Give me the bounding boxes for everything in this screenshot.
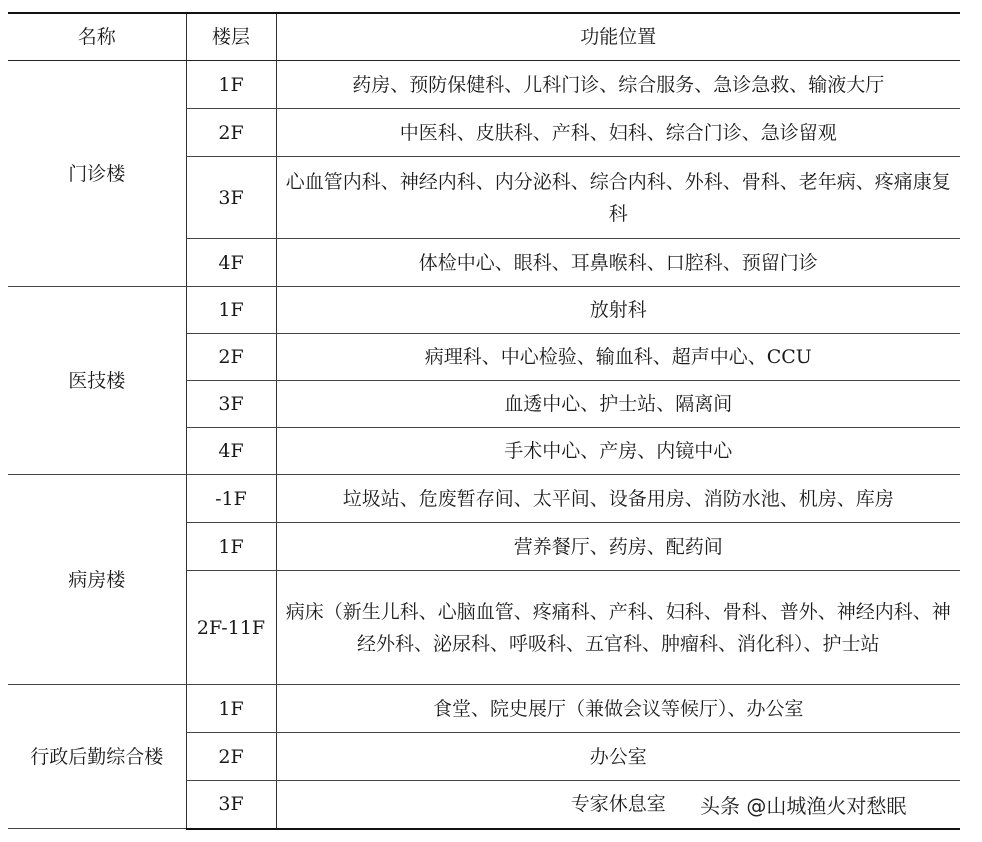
function-cell: 心血管内科、神经内科、内分泌科、综合内科、外科、骨科、老年病、疼痛康复科 bbox=[276, 157, 960, 239]
function-cell: 血透中心、护士站、隔离间 bbox=[276, 381, 960, 428]
watermark: 头条 @山城渔火对愁眠 bbox=[700, 794, 907, 818]
header-name: 名称 bbox=[8, 13, 186, 61]
table-row bbox=[8, 287, 960, 334]
floor-cell: 2F bbox=[186, 109, 276, 157]
function-cell: 食堂、院史展厅（兼做会议等候厅）、办公室 bbox=[276, 685, 960, 733]
header-floor: 楼层 bbox=[186, 13, 276, 61]
floor-cell: 4F bbox=[186, 428, 276, 475]
floor-cell: 1F bbox=[186, 61, 276, 109]
floor-cell: 1F bbox=[186, 685, 276, 733]
table-row bbox=[8, 475, 960, 523]
floor-cell: 2F bbox=[186, 733, 276, 781]
building-function-table-container bbox=[8, 12, 960, 830]
function-cell: 病理科、中心检验、输血科、超声中心、CCU bbox=[276, 334, 960, 381]
floor-cell: 3F bbox=[186, 381, 276, 428]
floor-cell: 2F-11F bbox=[186, 571, 276, 685]
function-cell: 体检中心、眼科、耳鼻喉科、口腔科、预留门诊 bbox=[276, 239, 960, 287]
floor-cell: -1F bbox=[186, 475, 276, 523]
table-row bbox=[8, 61, 960, 109]
function-cell: 办公室 bbox=[276, 733, 960, 781]
floor-cell: 1F bbox=[186, 523, 276, 571]
building-name: 行政后勤综合楼 bbox=[8, 685, 186, 829]
table-header bbox=[8, 13, 960, 61]
building-name: 门诊楼 bbox=[8, 61, 186, 287]
floor-cell: 4F bbox=[186, 239, 276, 287]
function-cell: 手术中心、产房、内镜中心 bbox=[276, 428, 960, 475]
function-cell: 专家休息室 bbox=[276, 781, 960, 829]
table-row bbox=[8, 685, 960, 733]
floor-cell: 3F bbox=[186, 781, 276, 829]
function-cell: 放射科 bbox=[276, 287, 960, 334]
floor-cell: 3F bbox=[186, 157, 276, 239]
floor-cell: 1F bbox=[186, 287, 276, 334]
header-function: 功能位置 bbox=[276, 13, 960, 61]
header-row bbox=[8, 13, 960, 61]
function-cell: 垃圾站、危废暂存间、太平间、设备用房、消防水池、机房、库房 bbox=[276, 475, 960, 523]
function-cell: 中医科、皮肤科、产科、妇科、综合门诊、急诊留观 bbox=[276, 109, 960, 157]
table-body bbox=[8, 61, 960, 829]
building-function-table bbox=[8, 12, 960, 830]
building-name: 病房楼 bbox=[8, 475, 186, 685]
function-cell: 病床（新生儿科、心脑血管、疼痛科、产科、妇科、骨科、普外、神经内科、神经外科、泌尿科、呼吸科、五官科、肿瘤科、消化科）、护士站 bbox=[276, 571, 960, 685]
floor-cell: 2F bbox=[186, 334, 276, 381]
function-cell: 营养餐厅、药房、配药间 bbox=[276, 523, 960, 571]
function-cell: 药房、预防保健科、儿科门诊、综合服务、急诊急救、输液大厅 bbox=[276, 61, 960, 109]
building-name: 医技楼 bbox=[8, 287, 186, 475]
